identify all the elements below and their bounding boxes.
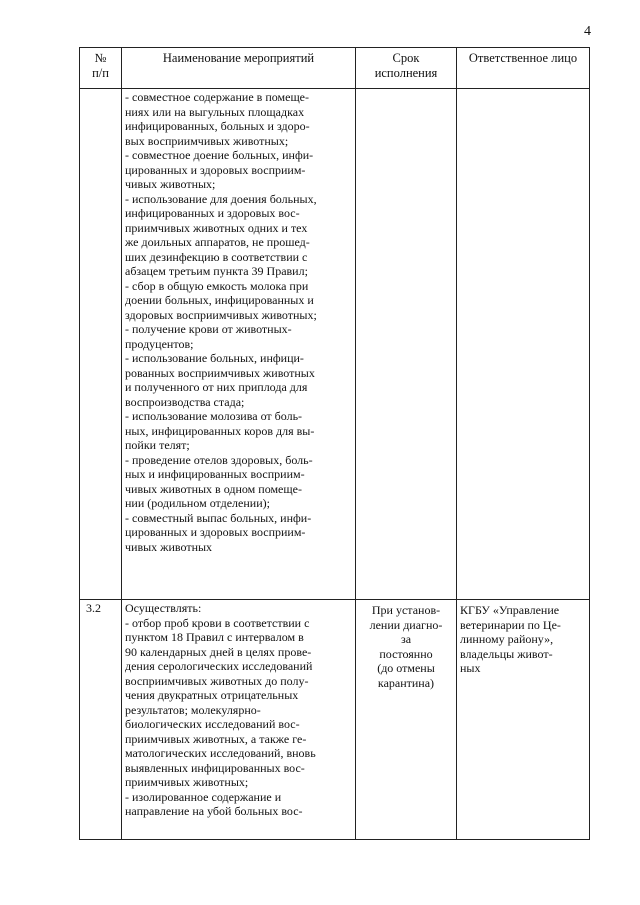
term-cell <box>356 600 457 840</box>
measure-line: - совместное содержание в помеще- <box>125 90 310 104</box>
measure-line: абзацем третьим пункта 39 Правил; <box>125 264 308 278</box>
measure-line: инфицированных и здоровых вос- <box>125 206 300 220</box>
measure-line: - получение крови от животных- <box>125 322 292 336</box>
responsible-cell <box>457 600 590 840</box>
measure-line: выявленных инфицированных вос- <box>125 760 305 775</box>
measure-line: инфицированных, больных и здоро- <box>125 119 310 133</box>
header-number-line: п/п <box>92 66 109 80</box>
measure-line: продуцентов; <box>125 336 194 351</box>
measure-line: дения серологических исследований <box>125 659 313 673</box>
measure-line: Осуществлять: <box>125 601 202 615</box>
measure-line: ших дезинфекцию в соответствии с <box>125 249 308 264</box>
measure-line: рованных восприимчивых животных <box>125 365 315 380</box>
header-term <box>356 48 457 89</box>
measure-line: вых восприимчивых животных; <box>125 133 289 148</box>
measure-line: направление на убой больных вос- <box>125 804 303 818</box>
measure-line: и полученного от них приплода для <box>125 380 308 394</box>
table-row <box>80 600 590 840</box>
measure-line: чивых животных в одном помеще- <box>125 481 302 496</box>
term-line: (до отмены <box>377 661 435 675</box>
measure-line: результатов; молекулярно- <box>125 702 261 717</box>
header-term-line: исполнения <box>374 66 438 80</box>
table-header-row <box>80 48 590 89</box>
term-line: При установ- <box>371 603 441 617</box>
responsible-line: ных <box>460 661 481 675</box>
measure-line: ных, инфицированных коров для вы- <box>125 423 315 438</box>
measure-text <box>122 600 356 840</box>
page-number: 4 <box>584 24 591 39</box>
measure-line: доении больных, инфицированных и <box>125 293 314 307</box>
responsible-line: владельцы живот- <box>460 646 553 661</box>
header-measure-name: Наименование мероприятий <box>122 48 356 89</box>
table-row <box>80 89 590 600</box>
header-number-line: № <box>94 51 107 65</box>
measure-text <box>122 89 356 600</box>
measure-line: здоровых восприимчивых животных; <box>125 307 317 322</box>
measure-line: - совместный выпас больных, инфи- <box>125 510 312 525</box>
responsible-cell <box>457 89 590 600</box>
measure-line: - проведение отелов здоровых, боль- <box>125 452 313 467</box>
header-number <box>80 48 122 89</box>
measure-line: приимчивых животных одних и тех <box>125 220 308 235</box>
measure-line: - изолированное содержание и <box>125 789 282 804</box>
measure-line: приимчивых животных; <box>125 775 249 789</box>
measure-line: - совместное доение больных, инфи- <box>125 148 314 162</box>
header-term-line: Срок <box>392 51 420 65</box>
measure-line: ниях или на выгульных площадках <box>125 104 305 119</box>
term-line: лении диагно- <box>369 617 443 632</box>
term-line: постоянно <box>379 646 433 661</box>
responsible-line: ветеринарии по Це- <box>460 617 561 632</box>
header-responsible: Ответственное лицо <box>457 48 590 89</box>
measure-line: цированных и здоровых восприим- <box>125 162 306 177</box>
row-number: 3.2 <box>80 600 122 840</box>
measure-line: пунктом 18 Правил с интервалом в <box>125 630 304 644</box>
measure-line: матологических исследований, вновь <box>125 746 316 760</box>
measure-line: нии (родильном отделении); <box>125 496 270 510</box>
measure-line: воспроизводства стада; <box>125 394 245 409</box>
measure-line: чения двукратных отрицательных <box>125 688 299 702</box>
measure-line: восприимчивых животных до полу- <box>125 673 309 688</box>
measure-line: чивых животных <box>125 539 213 554</box>
term-cell <box>356 89 457 600</box>
measure-line: - использование больных, инфици- <box>125 351 304 365</box>
measure-line: биологических исследований вос- <box>125 717 300 731</box>
measure-line: приимчивых животных, а также ге- <box>125 731 307 746</box>
measure-line: - сбор в общую емкость молока при <box>125 278 309 293</box>
measure-line: же доильных аппаратов, не прошед- <box>125 235 310 249</box>
measure-line: ных и инфицированных восприим- <box>125 467 305 481</box>
responsible-line: КГБУ «Управление <box>460 603 560 617</box>
measure-line: - отбор проб крови в соответствии с <box>125 615 310 630</box>
responsible-line: линному району», <box>460 632 554 646</box>
measure-line: - использование для доения больных, <box>125 191 317 206</box>
measure-line: пойки телят; <box>125 438 190 452</box>
measure-line: цированных и здоровых восприим- <box>125 525 306 539</box>
measure-line: 90 календарных дней в целях прове- <box>125 644 312 659</box>
measure-line: чивых животных; <box>125 177 216 191</box>
measure-line: - использование молозива от боль- <box>125 409 303 423</box>
measures-table <box>79 47 590 840</box>
row-number <box>80 89 122 600</box>
term-line: карантина) <box>377 675 435 690</box>
term-line: за <box>400 632 412 646</box>
